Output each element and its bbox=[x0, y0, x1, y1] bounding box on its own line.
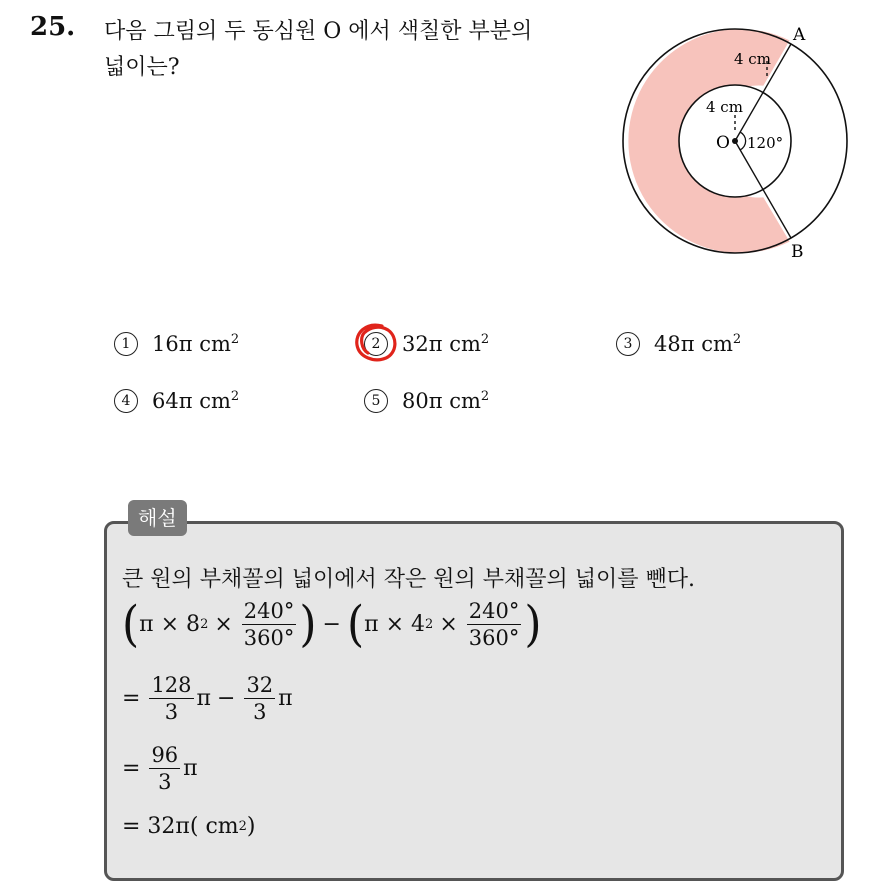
choice-number: 1 bbox=[114, 332, 138, 356]
solution-expr3: = $\frac{96}{3}$ π bbox=[122, 743, 198, 794]
expr1-fraction-b: $\frac{240^\circ}{360^\circ}$ bbox=[468, 599, 520, 650]
choice-value: 16π cm bbox=[152, 332, 231, 356]
question-number: 25. bbox=[30, 12, 76, 42]
question-text-line1: 다음 그림의 두 동심원 O 에서 색칠한 부분의 bbox=[104, 19, 533, 44]
choice-1[interactable] bbox=[114, 332, 239, 356]
expr2-fraction-1: $\frac{128}{3}$ bbox=[151, 673, 192, 724]
label-O: O bbox=[716, 133, 730, 153]
solution-expr1: ( π × 8 2 × $\frac{240^\circ}{360^\circ}$ ) − ( π × 4 2 × $\frac{240^\circ}{360^\circ}$ ) bbox=[122, 595, 542, 652]
label-inner-radius: 4 cm bbox=[706, 98, 743, 116]
expr1-fraction-a: $\frac{240^\circ}{360^\circ}$ bbox=[243, 599, 295, 650]
question-text bbox=[104, 14, 604, 86]
expr1-minus: − bbox=[322, 612, 341, 637]
choice-exponent: 2 bbox=[732, 332, 742, 347]
label-outer-segment: 4 cm bbox=[734, 50, 771, 68]
choice-value: 80π cm bbox=[402, 389, 481, 413]
expr1-a-exp: 2 bbox=[200, 617, 209, 632]
solution-expr4: = 32π( cm 2 ) bbox=[122, 814, 256, 839]
label-A: A bbox=[793, 25, 806, 45]
choice-number: 5 bbox=[364, 389, 388, 413]
answer-mark-icon bbox=[352, 321, 400, 365]
solution-tag: 해설 bbox=[128, 500, 187, 536]
choice-5[interactable] bbox=[364, 389, 489, 413]
center-point bbox=[732, 138, 738, 144]
label-angle: 120° bbox=[747, 134, 784, 152]
label-B: B bbox=[791, 242, 804, 262]
choice-number: 3 bbox=[616, 332, 640, 356]
expr1-times-b: × bbox=[439, 612, 458, 637]
expr2-fraction-2: $\frac{32}{3}$ bbox=[246, 673, 274, 724]
expr1-a: π × 8 bbox=[139, 612, 201, 637]
choice-value: 48π cm bbox=[654, 332, 733, 356]
solution-line1: 큰 원의 부채꼴의 넓이에서 작은 원의 부채꼴의 넓이를 뺀다. bbox=[122, 567, 695, 592]
choice-number: 4 bbox=[114, 389, 138, 413]
choice-exponent: 2 bbox=[480, 389, 490, 404]
choice-4[interactable] bbox=[114, 389, 239, 413]
question-text-line2: 넓이는? bbox=[104, 55, 180, 80]
expr3-fraction: $\frac{96}{3}$ bbox=[151, 743, 179, 794]
choice-value: 32π cm bbox=[402, 332, 481, 356]
concentric-circles-figure bbox=[610, 18, 860, 268]
expr1-times-a: × bbox=[214, 612, 233, 637]
expr1-b-exp: 2 bbox=[425, 617, 434, 632]
solution-expr2: = $\frac{128}{3}$ π − $\frac{32}{3}$ π bbox=[122, 673, 293, 724]
choice-number: 2 bbox=[364, 332, 388, 356]
choice-exponent: 2 bbox=[230, 389, 240, 404]
choice-value: 64π cm bbox=[152, 389, 231, 413]
choice-exponent: 2 bbox=[480, 332, 490, 347]
choice-3[interactable] bbox=[616, 332, 741, 356]
choice-exponent: 2 bbox=[230, 332, 240, 347]
expr1-b: π × 4 bbox=[364, 612, 426, 637]
